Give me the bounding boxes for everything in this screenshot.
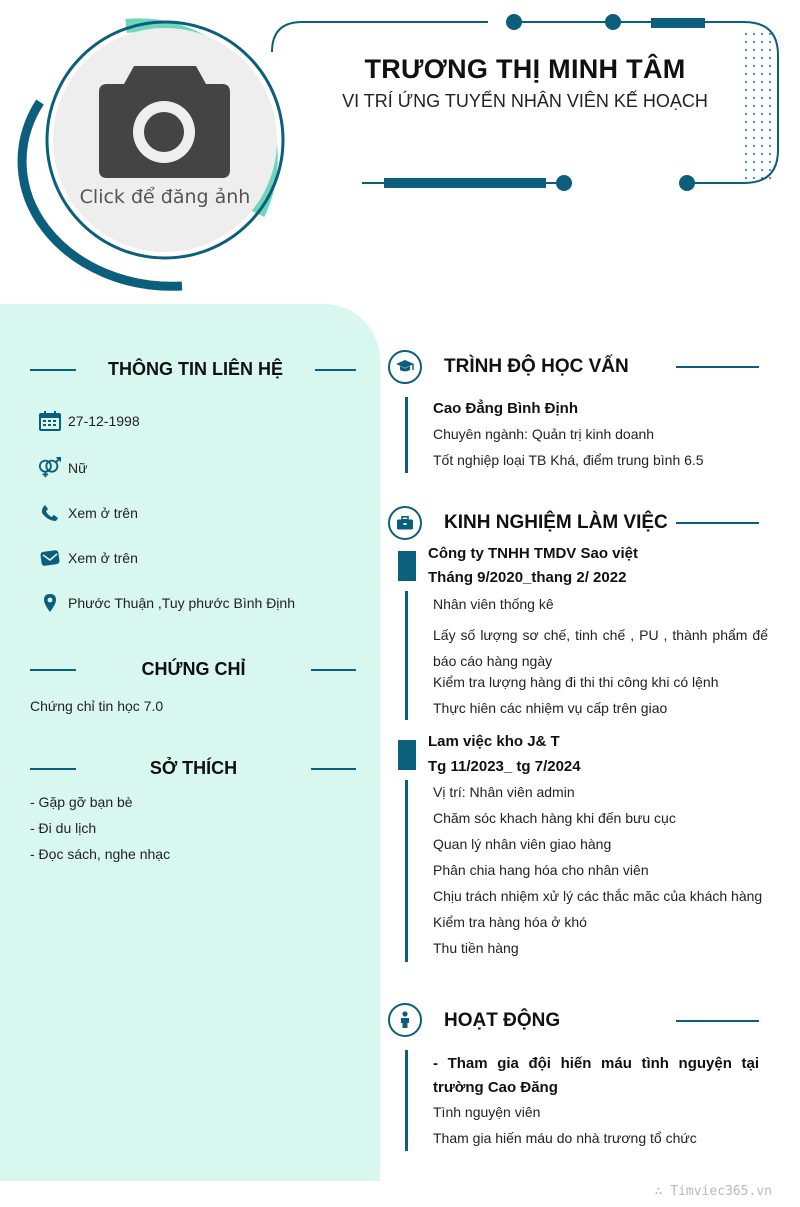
hobbies-section-title: SỞ THÍCH xyxy=(149,758,238,778)
education-major: Chuyên ngành: Quản trị kinh doanh xyxy=(433,426,655,442)
birthday-value: 27-12-1998 xyxy=(68,413,140,429)
activity-role: Tình nguyện viên xyxy=(433,1104,541,1120)
education-section-title: TRÌNH ĐỘ HỌC VẤN xyxy=(444,356,629,377)
education-result: Tốt nghiệp loại TB Khá, điểm trung bình 6.5 xyxy=(433,452,704,468)
contact-phone xyxy=(38,502,138,524)
school-name: Cao Đẳng Bình Định xyxy=(433,400,578,417)
phone-icon xyxy=(38,502,62,524)
experience-section-title: KINH NGHIỆM LÀM VIỆC xyxy=(444,512,668,533)
left-panel xyxy=(0,304,380,1181)
person-icon xyxy=(388,1003,422,1037)
timeline-line xyxy=(405,780,408,962)
address-value: Phước Thuận ,Tuy phước Bình Định xyxy=(68,595,295,611)
hobby-item: - Đọc sách, nghe nhạc xyxy=(30,846,171,862)
contact-birthday xyxy=(38,410,140,432)
job-detail: Kiểm tra lượng hàng đi thi thi công khi có lệnh xyxy=(433,674,719,690)
divider xyxy=(311,669,356,671)
job-marker xyxy=(398,740,416,770)
job-detail: Chăm sóc khach hàng khi đến bưu cục xyxy=(433,810,676,826)
job-detail: Phân chia hang hóa cho nhân viên xyxy=(433,862,649,878)
job-detail: Lấy số lượng sơ chế, tinh chế , PU , thành phẩm để báo cáo hàng ngày xyxy=(433,627,768,669)
job-company: Công ty TNHH TMDV Sao việt xyxy=(428,545,639,562)
contact-address xyxy=(38,592,295,614)
job-period: Tg 11/2023_ tg 7/2024 xyxy=(428,758,581,775)
email-value: Xem ở trên xyxy=(68,550,138,566)
divider xyxy=(676,522,759,524)
job-company: Lam việc kho J& T xyxy=(428,733,560,750)
timeline-line xyxy=(405,591,408,720)
job-period: Tháng 9/2020_thang 2/ 2022 xyxy=(428,569,627,586)
applied-position: VI TRÍ ỨNG TUYỂN NHÂN VIÊN KẾ HOẠCH xyxy=(342,91,708,111)
graduation-cap-icon xyxy=(388,350,422,384)
hobby-item: - Đi du lịch xyxy=(30,820,97,836)
job-detail: Vị trí: Nhân viên admin xyxy=(433,784,575,800)
divider xyxy=(676,1020,759,1022)
contact-email xyxy=(38,547,138,569)
location-icon xyxy=(38,592,62,614)
timeline-line xyxy=(405,397,408,473)
certificates-section-title: CHỨNG CHỈ xyxy=(141,659,246,679)
divider xyxy=(311,768,356,770)
watermark: ∴ Timviec365.vn xyxy=(654,1184,772,1199)
contact-section-title: THÔNG TIN LIÊN HỆ xyxy=(108,359,283,379)
job-marker xyxy=(398,551,416,581)
timeline-line xyxy=(405,1050,408,1151)
job-detail: Nhân viên thống kê xyxy=(433,596,554,612)
email-icon xyxy=(38,547,62,569)
contact-gender xyxy=(38,457,87,479)
phone-value: Xem ở trên xyxy=(68,505,138,521)
gender-value: Nữ xyxy=(68,460,88,476)
hobby-item: - Gặp gỡ bạn bè xyxy=(30,794,133,810)
photo-upload-label[interactable]: Click để đăng ảnh xyxy=(79,186,251,208)
divider xyxy=(315,369,356,371)
job-detail: Kiểm tra hàng hóa ở khó xyxy=(433,914,587,930)
activity-description: Tham gia hiến máu do nhà trương tổ chức xyxy=(433,1130,697,1146)
header-decoration xyxy=(0,0,800,300)
candidate-name: TRƯƠNG THỊ MINH TÂM xyxy=(364,54,686,84)
job-detail: Thực hiên các nhiệm vụ cấp trên giao xyxy=(433,700,668,716)
certificate-item: Chứng chỉ tin học 7.0 xyxy=(30,698,164,714)
divider xyxy=(30,369,76,371)
job-detail: Chịu trách nhiệm xử lý các thắc măc của khách hàng xyxy=(433,888,763,904)
divider xyxy=(30,768,76,770)
activity-heading: - Tham gia đội hiến máu tình nguyện tại trường Cao Đăng xyxy=(433,1055,759,1096)
gender-icon xyxy=(38,457,62,479)
job-detail: Quan lý nhân viên giao hàng xyxy=(433,836,612,852)
briefcase-icon xyxy=(388,506,422,540)
job-detail: Thu tiền hàng xyxy=(433,940,519,956)
activities-section-title: HOẠT ĐỘNG xyxy=(444,1010,561,1031)
divider xyxy=(676,366,759,368)
calendar-icon xyxy=(38,410,62,432)
divider xyxy=(30,669,76,671)
